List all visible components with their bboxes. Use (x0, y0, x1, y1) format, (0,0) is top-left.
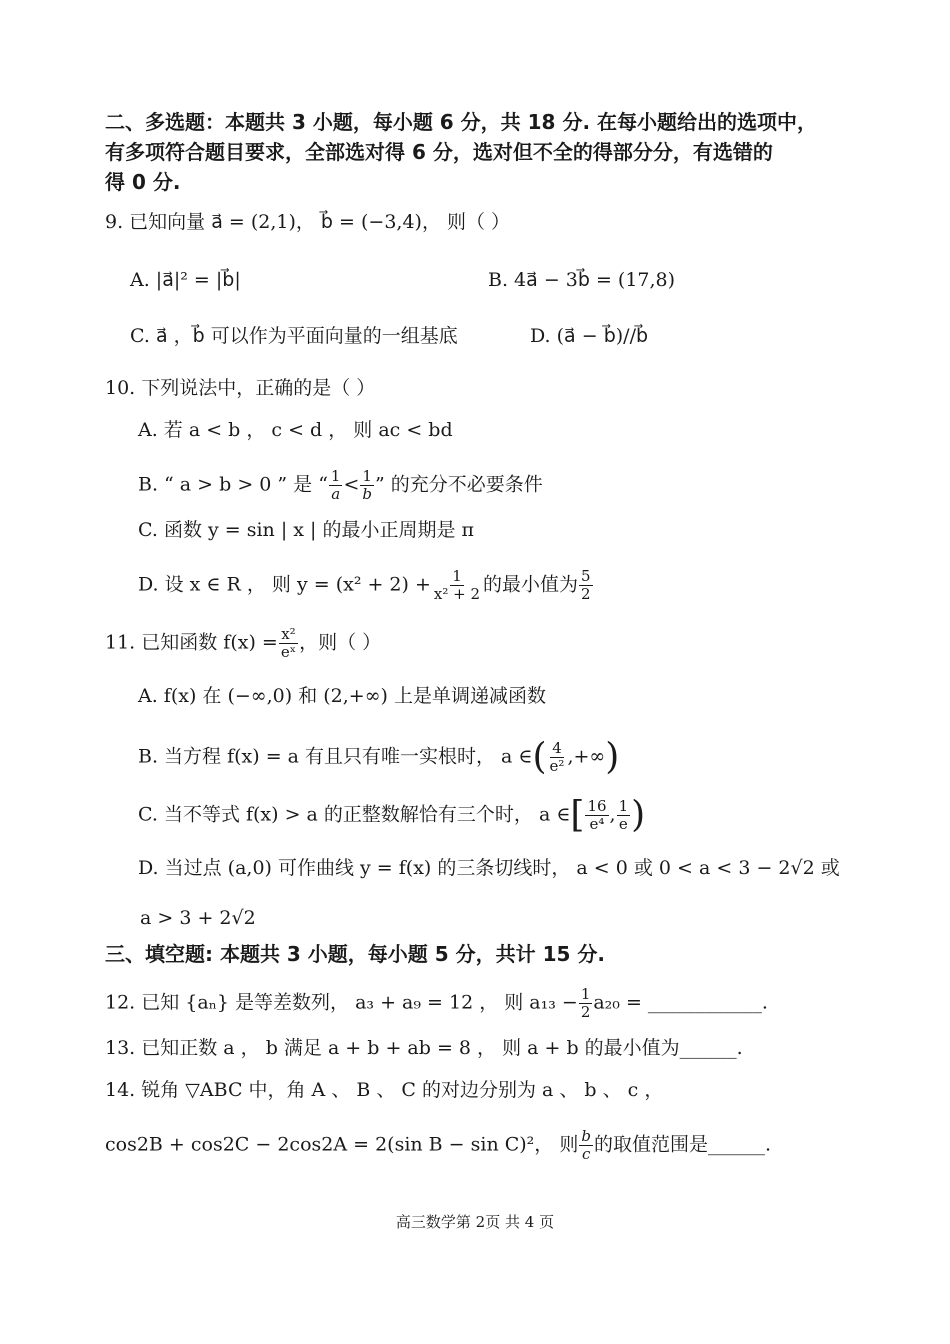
q11-c-num1: 16 (587, 797, 607, 815)
q11-c-pre: C. 当不等式 f(x) > a 的正整数解恰有三个时， a ∈ (138, 803, 571, 826)
q11-c-open-bracket: [ (570, 794, 585, 836)
q10-b-frac2-den: b (362, 485, 372, 503)
q11-b-post: ,+∞ (567, 745, 606, 768)
q14-line1: 14. 锐角 ▽ABC 中，角 A 、 B 、 C 的对边分别为 a 、 b 、 c ， (105, 1079, 664, 1101)
q10-b-frac1 (329, 468, 343, 503)
section2-line2: 有多项符合题目要求，全部选对得 6 分，选对但不全的得部分分，有选错的 (105, 140, 773, 164)
q12-post: a₂₀ = ____________. (593, 991, 768, 1014)
q11-b-open-paren: ( (532, 736, 547, 778)
q10-b-frac2-num: 1 (362, 467, 372, 485)
q10-d-answer (579, 568, 593, 603)
q11-c-den2: e (618, 815, 628, 833)
q9-option-a: A. |a⃗|² = |b⃗| (130, 269, 241, 291)
q12 (105, 986, 768, 1021)
q10-b-pre: B. “ a > b > 0 ” 是 “ (138, 473, 328, 496)
q11-stem-pre: 11. 已知函数 f(x) = (105, 631, 278, 654)
q11-stem-num: x² (281, 625, 296, 643)
q11-b-num: 4 (552, 739, 562, 757)
q10-option-a: A. 若 a < b ， c < d ， 则 ac < bd (138, 419, 453, 441)
section3-title: 三、填空题: 本题共 3 小题，每小题 5 分，共计 15 分. (105, 942, 605, 966)
q9-option-d: D. (a⃗ − b⃗)//b⃗ (530, 325, 649, 347)
q12-pre: 12. 已知 {aₙ} 是等差数列， a₃ + a₉ = 12 ， 则 a₁₃ − (105, 991, 578, 1014)
q11-option-d-cont: a > 3 + 2√2 (140, 907, 256, 929)
q10-b-post: ” 的充分不必要条件 (375, 473, 543, 496)
q9-option-b: B. 4a⃗ − 3b⃗ = (17,8) (488, 269, 676, 291)
section2-line3: 得 0 分. (105, 170, 181, 194)
q11-stem-frac (279, 626, 298, 661)
q11-option-a: A. f(x) 在 (−∞,0) 和 (2,+∞) 上是单调递减函数 (138, 685, 546, 707)
q12-den: 2 (580, 1003, 591, 1021)
q11-c-num2: 1 (618, 797, 629, 815)
q13: 13. 已知正数 a ， b 满足 a + b + ab = 8 ， 则 a + b 的最小值为______. (105, 1037, 743, 1059)
q10-b-frac1-den: a (331, 485, 341, 503)
q10-b-frac2 (360, 468, 374, 503)
q9-option-c: C. a⃗ ，b⃗ 可以作为平面向量的一组基底 (130, 325, 458, 347)
q11-option-b (138, 736, 620, 778)
q11-stem (105, 626, 381, 661)
q10-d-answer-num: 5 (581, 567, 591, 585)
q11-option-d: D. 当过点 (a,0) 可作曲线 y = f(x) 的三条切线时， a < 0 或 0 < a < 3 − 2√2 或 (138, 857, 840, 879)
page-footer: 高三数学第 2页 共 4 页 (395, 1213, 555, 1231)
q11-option-c: C. 当不等式 f(x) > a 的正整数解恰有三个时， a ∈[ $\frac{16}{\text{e⁴}}$ , $\frac{1}{e}$ ) (138, 794, 646, 836)
q10-b-frac1-num: 1 (330, 467, 341, 485)
q10-d-frac-num: 1 (452, 567, 462, 585)
q10-option-b (138, 468, 543, 503)
q11-stem-den: eˣ (280, 643, 297, 661)
q10-d-frac (432, 568, 482, 603)
q14-frac (579, 1128, 593, 1163)
q11-c-frac1 (585, 798, 608, 833)
q14-line2-post: 的取值范围是______. (593, 1133, 771, 1156)
q14-line2 (105, 1128, 771, 1163)
q9-stem: 9. 已知向量 a⃗ = (2,1)， b⃗ = (−3,4)， 则（ ） (105, 211, 511, 233)
q14-line2-pre: cos2B + cos2C − 2cos2A = 2(sin B − sin C)²， 则 (105, 1133, 579, 1156)
q12-num: 1 (580, 985, 591, 1003)
q11-b-close-paren: ) (605, 736, 620, 778)
q12-frac (579, 986, 593, 1021)
q11-c-close-paren: ) (631, 794, 646, 836)
q11-b-frac (548, 740, 567, 775)
q11-stem-post: ，则（ ） (299, 631, 382, 654)
q10-b-mid: < (343, 473, 360, 496)
q10-d-answer-den: 2 (581, 585, 591, 603)
q10-option-d (138, 568, 594, 603)
q14-den: c (581, 1145, 591, 1163)
q10-stem: 10. 下列说法中，正确的是（ ） (105, 377, 376, 399)
section2-line1: 二、多选题：本题共 3 小题，每小题 6 分，共 18 分. 在每小题给出的选项中， (105, 110, 818, 134)
q11-b-pre: B. 当方程 f(x) = a 有且只有唯一实根时， a ∈ (138, 745, 533, 768)
q11-b-den: e² (549, 757, 565, 775)
q14-num: b (581, 1127, 591, 1145)
q11-c-den1: e⁴ (589, 815, 605, 833)
q10-d-pre: D. 设 x ∈ R ， 则 y = (x² + 2) + (138, 573, 431, 596)
q10-d-mid: 的最小值为 (483, 573, 579, 596)
q10-d-frac-den: x² + 2 (433, 585, 481, 603)
q11-c-frac2 (617, 798, 631, 833)
q10-option-c: C. 函数 y = sin | x | 的最小正周期是 π (138, 519, 474, 541)
